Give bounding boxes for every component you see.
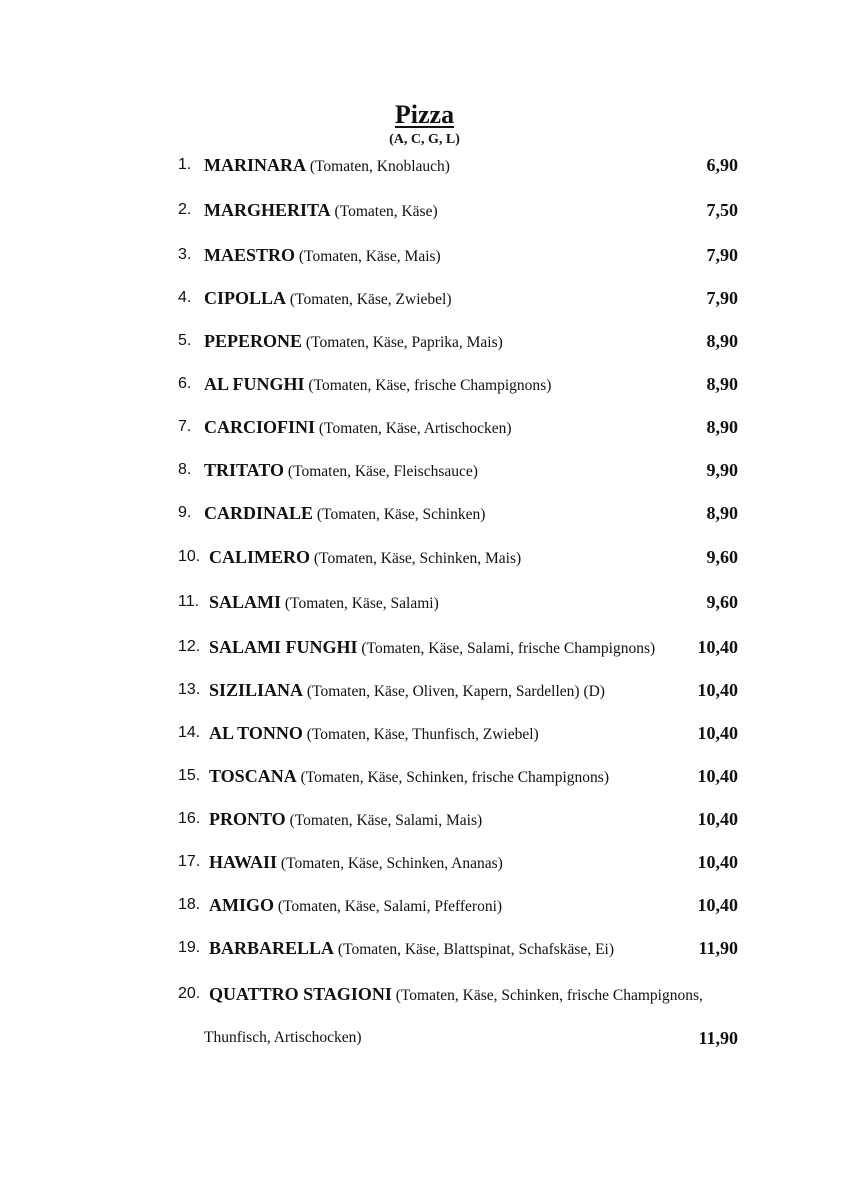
item-name: CARDINALE [204,503,314,523]
menu-item [0,632,849,662]
item-text [204,455,478,487]
item-ingredients: (Tomaten, Käse, Schinken, frische Champignons, [395,987,703,1004]
item-number: 10. [178,548,201,565]
item-number: 20. [178,985,201,1002]
item-ingredients: (Tomaten, Knoblauch) [309,158,450,175]
item-text [204,412,512,444]
item-name: MARGHERITA [204,200,331,220]
item-price: 8,90 [706,503,738,523]
item-number: 3. [178,246,192,263]
item-text [204,240,441,272]
item-ingredients: (Tomaten, Käse, Mais) [298,248,441,265]
item-number: 15. [178,767,201,784]
item-price: 9,60 [706,592,738,612]
menu-item [0,542,849,572]
item-name: SIZILIANA [209,680,304,700]
menu-item-continued [0,1023,849,1053]
menu-item [0,195,849,225]
item-name: PRONTO [209,809,286,829]
menu-item [0,979,849,1009]
item-number: 6. [178,375,192,392]
menu-item [0,326,849,356]
menu-item [0,675,849,705]
menu-item [0,240,849,270]
item-text [204,498,485,530]
item-price: 8,90 [706,417,738,437]
item-number: 8. [178,461,192,478]
item-name: CALIMERO [209,547,311,567]
item-number: 9. [178,504,192,521]
item-text [209,587,439,619]
item-name: MAESTRO [204,245,296,265]
item-price: 7,90 [706,288,738,308]
item-ingredients: (Tomaten, Käse, Zwiebel) [289,291,452,308]
item-price: 10,40 [697,852,738,872]
item-price: 10,40 [697,680,738,700]
item-ingredients: (Tomaten, Käse, Salami, Mais) [289,812,483,829]
menu-title [0,100,849,130]
item-text [209,890,502,922]
item-name: SALAMI [209,592,282,612]
menu-item [0,847,849,877]
item-name: MARINARA [204,155,306,175]
item-ingredients: (Tomaten, Käse, Thunfisch, Zwiebel) [306,726,539,743]
menu-item [0,933,849,963]
menu-item [0,369,849,399]
item-text [209,718,539,750]
item-name: PEPERONE [204,331,303,351]
item-text [209,804,482,836]
menu-item [0,283,849,313]
item-number: 18. [178,896,201,913]
item-name: AMIGO [209,895,274,915]
item-number: 11. [178,593,200,610]
item-name: BARBARELLA [209,938,335,958]
item-name: AL FUNGHI [204,374,305,394]
item-text [209,542,521,574]
item-text [209,979,703,1011]
item-price: 11,90 [698,938,738,958]
item-ingredients: (Tomaten, Käse, Blattspinat, Schafskäse, Ei) [337,941,615,958]
item-text [204,150,450,182]
menu-title-text: Pizza [394,100,455,129]
item-price: 6,90 [706,155,738,175]
item-price: 9,60 [706,547,738,567]
item-price: 10,40 [697,723,738,743]
item-ingredients-continued: Thunfisch, Artischocken) [204,1029,362,1046]
item-number: 4. [178,289,192,306]
item-ingredients: (Tomaten, Käse, Paprika, Mais) [305,334,503,351]
item-name: CIPOLLA [204,288,287,308]
item-ingredients: (Tomaten, Käse, Schinken) [316,506,486,523]
item-name: TOSCANA [209,766,297,786]
item-number: 5. [178,332,192,349]
item-price: 9,90 [706,460,738,480]
item-price: 10,40 [697,809,738,829]
item-price: 7,90 [706,245,738,265]
item-number: 2. [178,201,192,218]
item-ingredients: (Tomaten, Käse, Fleischsauce) [287,463,478,480]
item-price: 10,40 [697,766,738,786]
item-ingredients: (Tomaten, Käse, frische Champignons) [308,377,552,394]
item-price: 11,90 [698,1028,738,1048]
menu-item [0,761,849,791]
menu-item [0,150,849,180]
item-price: 7,50 [706,200,738,220]
item-number: 13. [178,681,201,698]
menu-item [0,804,849,834]
item-text [209,761,609,793]
item-name: TRITATO [204,460,285,480]
item-number: 19. [178,939,201,956]
item-ingredients: (Tomaten, Käse, Artischocken) [318,420,512,437]
item-text [209,632,655,664]
item-number: 14. [178,724,201,741]
menu-item [0,498,849,528]
item-text [209,847,503,879]
item-number: 17. [178,853,201,870]
menu-item [0,587,849,617]
item-text [209,675,605,707]
item-name: AL TONNO [209,723,303,743]
item-price: 8,90 [706,374,738,394]
menu-item [0,455,849,485]
item-ingredients: (Tomaten, Käse, Oliven, Kapern, Sardellen) (D) [306,683,605,700]
menu-item [0,412,849,442]
item-text [204,195,438,227]
item-text [204,326,503,358]
menu-item [0,718,849,748]
item-number: 1. [178,156,192,173]
item-ingredients: (Tomaten, Käse, Schinken, Ananas) [280,855,503,872]
item-name: QUATTRO STAGIONI [209,984,392,1004]
allergen-codes: (A, C, G, L) [389,132,460,147]
item-text [204,283,452,315]
item-ingredients: (Tomaten, Käse, Schinken, Mais) [313,550,522,567]
item-price: 10,40 [697,895,738,915]
item-ingredients: (Tomaten, Käse, Salami, Pfefferoni) [277,898,503,915]
item-name: SALAMI FUNGHI [209,637,358,657]
item-name: HAWAII [209,852,278,872]
item-name: CARCIOFINI [204,417,316,437]
item-ingredients: (Tomaten, Käse, Salami) [284,595,439,612]
item-number: 7. [178,418,192,435]
item-ingredients: (Tomaten, Käse, Schinken, frische Champignons) [300,769,609,786]
menu-item [0,890,849,920]
item-text [204,369,551,401]
item-price: 10,40 [697,637,738,657]
item-ingredients: (Tomaten, Käse, Salami, frische Champignons) [361,640,656,657]
item-number: 12. [178,638,201,655]
item-number: 16. [178,810,201,827]
item-text [209,933,614,965]
item-price: 8,90 [706,331,738,351]
item-ingredients: (Tomaten, Käse) [334,203,438,220]
